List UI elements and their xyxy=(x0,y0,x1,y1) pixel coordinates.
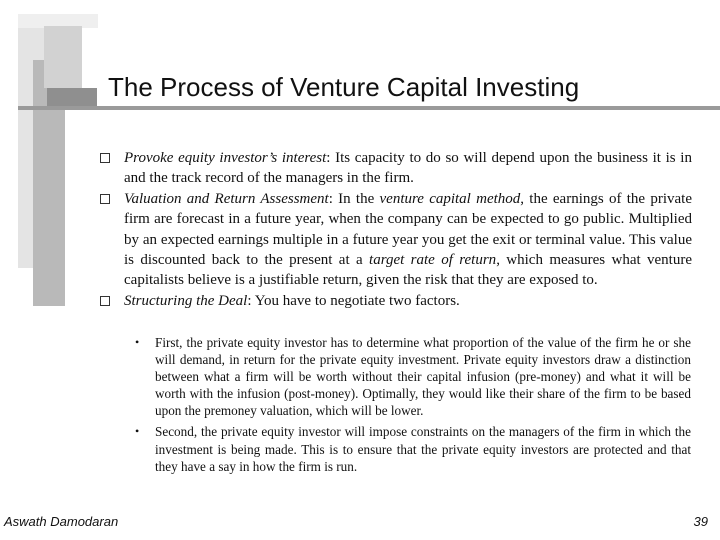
bullet-text: , the earnings of the private firm are forecast in a future year, when the company can be expected to go public. Multiplied by an expected earnings multiple in a future year you get the exit or terminal value. This value is discounted back to the present at a xyxy=(124,190,692,269)
title-underline xyxy=(18,106,720,110)
bullet-valuation xyxy=(98,189,692,291)
sub-bullet-second xyxy=(133,423,691,474)
square-bullet-icon xyxy=(100,153,110,163)
footer-author: Aswath Damodaran xyxy=(4,514,119,529)
bullet-interest xyxy=(98,148,692,189)
bullet-lead: Valuation and Return Assessment xyxy=(124,190,329,207)
bullet-text: : You have to negotiate two factors. xyxy=(247,292,460,309)
bullet-term: target rate of return xyxy=(369,252,497,269)
bullet-text: , which measures what venture capitalists believe is a justifiable return, given the risk that they are exposed to. xyxy=(124,252,693,289)
sub-bullet-text: First, the private equity investor has to determine what proportion of the value of the firm he or she will demand, in return for the private equity investment. Private equity investors draw a distinction between what a firm will be worth without their capital infusion (pre-money) and what it will be worth with the infusion (post-money). Optimally, they would like their share of the firm to be based upon the premoney valuation, which will be lower. xyxy=(155,335,691,419)
dot-bullet-icon: • xyxy=(135,335,140,349)
square-bullet-icon xyxy=(100,194,110,204)
bullet-lead: Provoke equity investor’s interest xyxy=(124,150,327,166)
main-bullet-list xyxy=(98,148,692,311)
decor-bar-dark xyxy=(47,88,97,106)
bullet-lead: Structuring the Deal xyxy=(124,292,248,309)
sub-bullet-first xyxy=(133,334,691,419)
dot-bullet-icon: • xyxy=(135,424,140,439)
bullet-term: venture capital method xyxy=(379,190,521,207)
decor-bar-gray xyxy=(44,26,82,88)
bullet-text: : Its capacity to do so will depend upon the business it is in and the track record of the managers in the firm. xyxy=(124,150,692,187)
footer-page-number: 39 xyxy=(693,514,708,529)
square-bullet-icon xyxy=(100,296,110,306)
bullet-structuring xyxy=(98,291,692,311)
bullet-text: : In the xyxy=(328,190,380,207)
slide-title: The Process of Venture Capital Investing xyxy=(108,72,580,102)
sub-bullet-list xyxy=(133,334,691,479)
sub-bullet-text: Second, the private equity investor will impose constraints on the managers of the firm in which the investment is being made. This is to ensure that the private equity investors are protected and that they have a say in how the firm is run. xyxy=(155,424,691,474)
